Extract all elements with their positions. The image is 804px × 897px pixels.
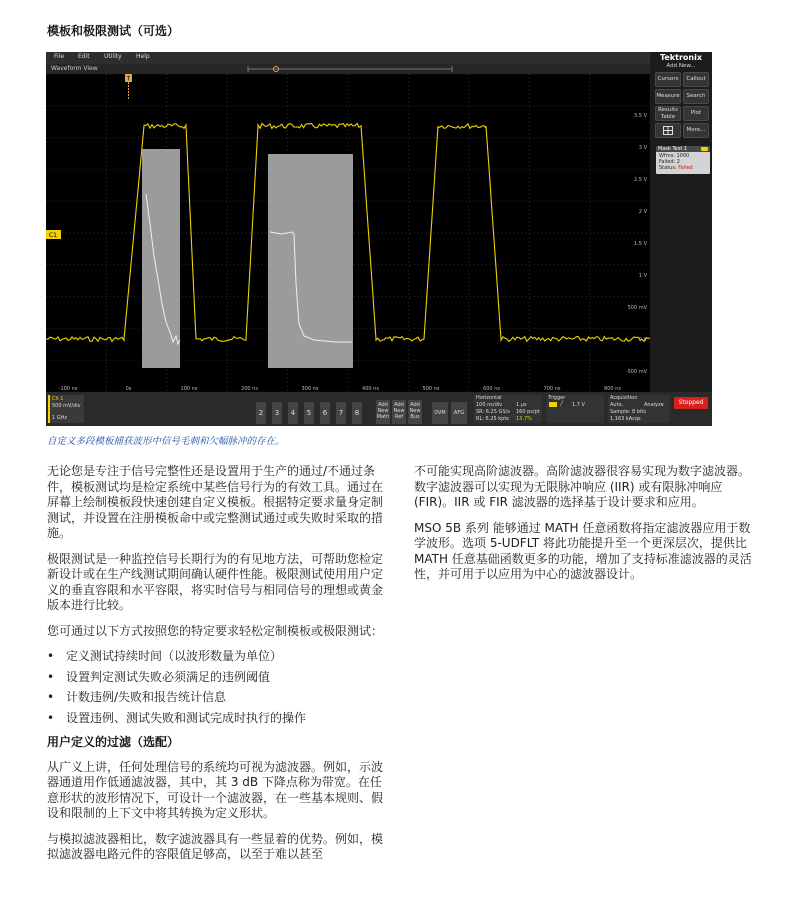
y-tick-label: -500 mV	[625, 369, 647, 375]
x-tick-label: -100 ns	[58, 386, 78, 392]
list-item: • 计数违例/失败和报告统计信息	[47, 690, 392, 706]
svg-text:T: T	[126, 75, 131, 83]
paragraph-digital-filter: 与模拟滤波器相比，数字滤波器具有一些显着的优势。例如，模拟滤波器电路元件的容限值足够高，以至于难以甚至	[47, 831, 384, 861]
mask-wfms: Wfms: 1000	[659, 153, 690, 159]
channel-2-button[interactable]: 2	[256, 402, 266, 424]
horizontal-badge[interactable]: Horizontal 100 ns/div 1 µs SR: 6.25 GS/s 160 ps/pt RL: 6.25 kpts 13.7%	[474, 395, 542, 423]
tektronix-logo: Tektronix	[659, 53, 702, 62]
list-item: • 设置违例、测试失败和测试完成时执行的操作	[47, 711, 392, 727]
screen-grid-icon	[663, 126, 673, 135]
paragraph-high-order-filter: 不可能实现高阶滤波器。高阶滤波器很容易实现为数字滤波器。数字滤波器可以实现为无限脉冲响应 (IIR) 或有限脉冲响应 (FIR)。IIR 或 FIR 滤波器的选择基于设计要求和应用。	[414, 464, 751, 509]
channel-3-button[interactable]: 3	[272, 402, 282, 424]
more-button[interactable]: More...	[683, 123, 709, 138]
x-tick-label: 600 ns	[483, 386, 500, 392]
channel-7-button[interactable]: 7	[336, 402, 346, 424]
channel-1-marker[interactable]	[46, 230, 61, 239]
left-column	[47, 464, 392, 873]
x-tick-label: 700 ns	[543, 386, 561, 392]
trigger-slope-icon: ╱	[560, 401, 564, 407]
svg-text:C1: C1	[48, 232, 58, 239]
dvm-button[interactable]: DVM	[432, 402, 448, 424]
list-item: • 定义测试持续时间（以波形数量为单位）	[47, 649, 392, 665]
paragraph-mask-testing: 无论您是专注于信号完整性还是设置用于生产的通过/不通过条件，模板测试均是检定系统中某些信号行为的有效工具。通过在屏幕上绘制模板段快速创建自定义模板。根据特定要求量身定制测试，并设置在注册模板命中或完整测试通过或失败时采取的措施。	[47, 464, 384, 540]
menu-utility[interactable]: Utility	[104, 53, 122, 60]
x-tick-label: 500 ns	[422, 386, 440, 392]
search-button[interactable]: Search	[683, 89, 709, 104]
menu-file[interactable]: File	[54, 53, 65, 60]
channel-1-badge[interactable]: Ch 1 500 mV/div 1 GHz	[48, 395, 84, 423]
waveform-plot[interactable]	[46, 74, 650, 392]
menu-edit[interactable]: Edit	[78, 53, 90, 60]
oscilloscope-screenshot	[46, 52, 712, 426]
mask-segment-2[interactable]	[268, 154, 353, 368]
screen-icon-button[interactable]	[655, 123, 681, 138]
paragraph-customize-intro: 您可通过以下方式按照您的特定要求轻松定制模板或极限测试：	[47, 623, 384, 638]
mask-status: Status: Failed	[659, 165, 693, 171]
mask-status-icon	[701, 147, 708, 151]
stopped-button[interactable]: Stopped	[674, 397, 708, 409]
y-axis-ticks	[626, 113, 648, 375]
y-tick-label: 500 mV	[627, 305, 647, 311]
y-tick-label: 3 V	[638, 145, 647, 151]
results-table-button[interactable]: Results Table	[655, 106, 681, 121]
paragraph-filter-intro: 从广义上讲，任何处理信号的系统均可视为滤波器。例如，示波器通道用作低通滤波器，其中，其 3 dB 下降点称为带宽。在任意形状的波形情况下，可设计一个滤波器，在一些基本规则、假设和限制的上下文中将其转换为定义形状。	[47, 759, 384, 820]
mask-test-title: Mask Test 1	[658, 146, 688, 152]
trigger-source-icon	[549, 402, 557, 407]
figure-caption: 自定义多段模板捕获波形中信号毛刺和欠幅脉冲的存在。	[47, 436, 285, 447]
paragraph-mso5b-math: MSO 5B 系列 能够通过 MATH 任意函数将指定滤波器应用于数学波形。选项 5-UDFLT 将此功能提升至一个更深层次，提供比 MATH 任意基础函数更多的功能，增加了支持标准滤波器的灵活性，并可用于以应用为中心的滤波器设计。	[414, 520, 752, 581]
add-new-bus-button[interactable]: Add New Bus	[408, 400, 422, 424]
record-view-indicator[interactable]	[246, 65, 456, 73]
cursors-button[interactable]: Cursors	[655, 72, 681, 87]
y-tick-label: 1 V	[638, 273, 647, 279]
mask-test-badge[interactable]	[656, 146, 710, 174]
list-item: • 设置判定测试失败必须满足的违例阈值	[47, 670, 392, 686]
right-panel	[650, 52, 712, 392]
mask-segment-1[interactable]	[142, 149, 180, 368]
y-tick-label: 2.5 V	[634, 177, 647, 183]
trigger-marker[interactable]	[125, 74, 132, 100]
menu-bar	[46, 52, 650, 64]
menu-help[interactable]: Help	[136, 53, 150, 60]
customize-list	[47, 649, 392, 726]
trigger-badge[interactable]: Trigger ╱ 1.7 V	[546, 395, 604, 423]
afg-button[interactable]: AFG	[451, 402, 467, 424]
channel-8-button[interactable]: 8	[352, 402, 362, 424]
acquisition-badge[interactable]: Acquisition Auto, Analyze Sample: 8 bits 1.163 kAcqs	[608, 395, 670, 423]
settings-bar	[46, 392, 712, 426]
mask-failed: Failed: 2	[659, 159, 680, 165]
x-tick-label: 0s	[125, 386, 132, 392]
add-new-ref-button[interactable]: Add New Ref	[392, 400, 406, 424]
plot-button[interactable]: Plot	[683, 106, 709, 121]
section-title: 模板和极限测试（可选）	[47, 24, 180, 38]
waveform-view-label: Waveform View	[51, 65, 98, 72]
x-tick-label: 400 ns	[362, 386, 379, 392]
callout-button[interactable]: Callout	[683, 72, 709, 87]
y-tick-label: 0 V	[638, 337, 647, 343]
x-tick-label: 300 ns	[301, 386, 319, 392]
y-tick-label: 2 V	[638, 209, 647, 215]
add-new-label: Add New...	[666, 63, 696, 69]
channel-5-button[interactable]: 5	[304, 402, 314, 424]
paragraph-limit-testing: 极限测试是一种监控信号长期行为的有见地方法，可帮助您检定新设计或在生产线测试期间确认硬件性能。极限测试使用用户定义的垂直容限和水平容限，将实时信号与相同信号的理想或黄金版本进行比较。	[47, 551, 384, 612]
right-column	[414, 464, 759, 593]
measure-button[interactable]: Measure	[655, 89, 681, 104]
x-tick-label: 200 ns	[241, 386, 258, 392]
channel-6-button[interactable]: 6	[320, 402, 330, 424]
waveform-view-bar	[46, 64, 650, 74]
y-tick-label: 3.5 V	[634, 113, 647, 119]
heading-user-defined-filter: 用户定义的过滤（选配）	[47, 735, 180, 749]
add-new-math-button[interactable]: Add New Math	[376, 400, 390, 424]
channel-4-button[interactable]: 4	[288, 402, 298, 424]
y-tick-label: 1.5 V	[634, 241, 647, 247]
x-tick-label: 800 ns	[604, 386, 621, 392]
x-tick-label: 100 ns	[180, 386, 198, 392]
